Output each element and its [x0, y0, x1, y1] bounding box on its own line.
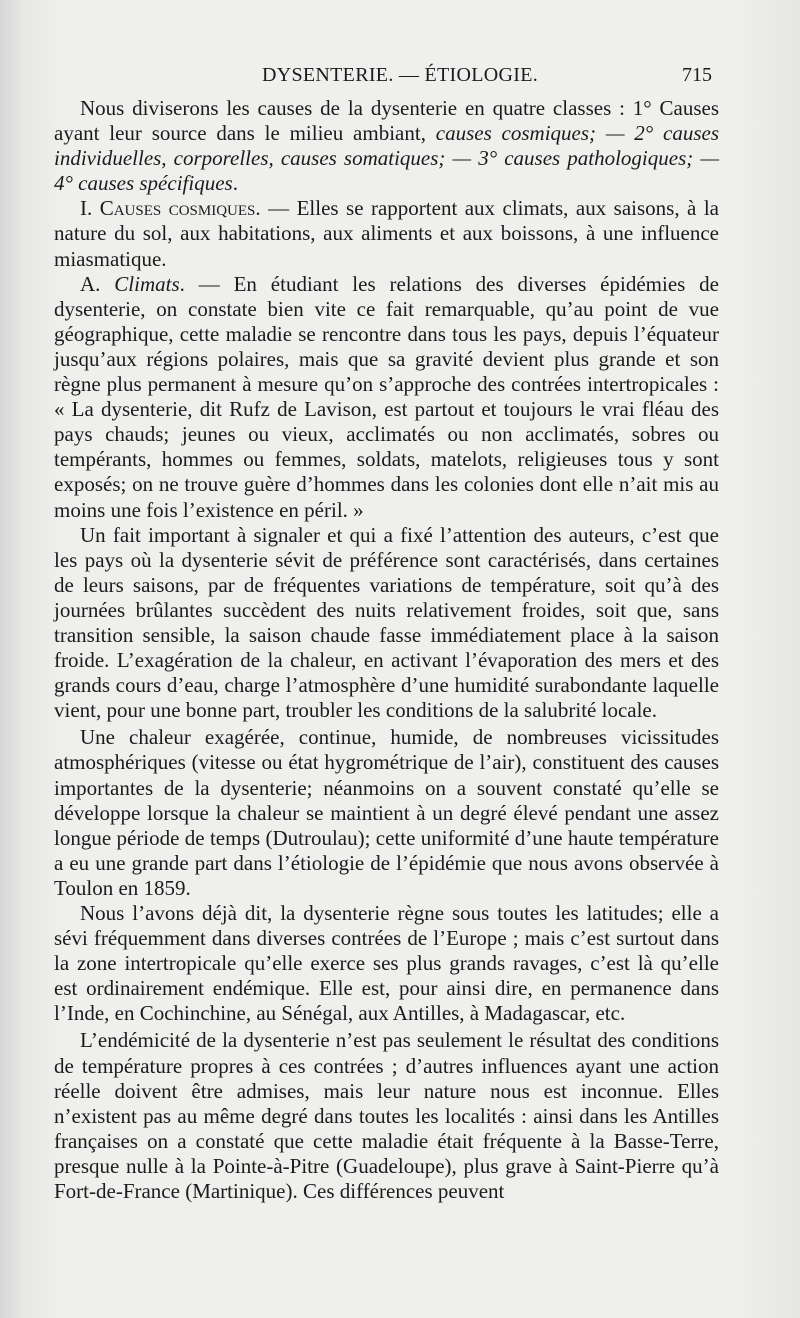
paragraph	[54, 196, 719, 271]
subsection-letter: A.	[80, 271, 115, 296]
paragraph-text: Nous diviserons les causes de la dysenterie en quatre classes : 1° Causes ayant leur source dans le milieu ambiant,	[54, 96, 719, 146]
paragraph: L’endémicité de la dysenterie n’est pas seulement le résultat des conditions de température propres à ces contrées ; d’autres influences ayant une action réelle doivent être admises, mais leur nature nous est inconnue. Elles n’existent pas au même degré dans toutes les localités : ainsi dans les Antilles françaises on a constaté que cette maladie était fréquente à la Basse-Terre, presque nulle à la Pointe-à-Pitre (Guadeloupe), plus grave à Saint-Pierre qu’à Fort-de-France (Martinique). Ces différences peuvent	[54, 1028, 719, 1204]
bleed-through-text	[60, 30, 740, 52]
subsection-heading: Climats	[114, 271, 180, 296]
body-text	[54, 96, 719, 1204]
paragraph-text: . — En étudiant les relations des diverses épidémies de dysenterie, on constate bien vite ce fait remarquable, qu’au point de vue géographique, cette maladie se rencontre dans tous les pays, depuis l’équateur jusqu’aux régions polaires, mais que sa gravité devient plus grande et son règne plus permanent à mesure qu’on s’approche des contrées intertropicales : « La dysenterie, dit Rufz de Lavison, est partout et toujours le vrai fléau des pays chauds; jeunes ou vieux, acclimatés ou non acclimatés, sobres ou tempérants, hommes ou femmes, soldats, matelots, religieuses tous y sont exposés; on ne trouve guère d’hommes dans les colonies dont elle n’ait mis au moins une fois l’existence en péril. »	[54, 271, 719, 522]
running-title: DYSENTERIE. — ÉTIOLOGIE.	[262, 64, 539, 86]
page-number: 715	[682, 64, 712, 86]
italic-text: causes cosmiques; — 2° causes individuelles, corporelles, causes somatiques; — 3° causes pathologiques; — 4° causes spécifiques	[54, 121, 719, 196]
paragraph-text: .	[232, 171, 238, 196]
paragraph: Une chaleur exagérée, continue, humide, de nombreuses vicissitudes atmosphériques (vitesse ou état hygrométrique de l’air), constituent des causes importantes de la dysenterie; néanmoins on a souvent constaté qu’elle se développe lorsque la chaleur se maintient à un degré élevé pendant une assez longue période de temps (Dutroulau); cette uniformité d’une haute température a eu une grande part dans l’étiologie de l’épidémie que nous avons observée à Toulon en 1859.	[54, 725, 719, 900]
paragraph-text: . — Elles se rapportent aux climats, aux saisons, à la nature du sol, aux habitations, aux aliments et aux boissons, à une influence miasmatique.	[54, 196, 719, 271]
section-heading: Causes cosmiques	[99, 196, 256, 221]
paragraph: Nous l’avons déjà dit, la dysenterie règne sous toutes les latitudes; elle a sévi fréquemment dans diverses contrées de l’Europe ; mais c’est surtout dans la zone intertropicale qu’elle exerce ses plus grands ravages, c’est là qu’elle est ordinairement endémique. Elle est, pour ainsi dire, en permanence dans l’Inde, en Cochinchine, au Sénégal, aux Antilles, à Madagascar, etc.	[54, 901, 719, 1026]
running-header	[0, 60, 800, 90]
paragraph: Un fait important à signaler et qui a fixé l’attention des auteurs, c’est que les pays où la dysenterie sévit de préférence sont caractérisés, dans certaines de leurs saisons, par de fréquentes variations de température, soit qu’à des journées brûlantes succèdent des nuits relativement froides, soit que, sans transition sensible, la saison chaude fasse immédiatement place à la saison froide. L’exagération de la chaleur, en activant l’évaporation des mers et des grands cours d’eau, charge l’atmosphère d’une humidité surabondante laquelle vient, pour une bonne part, troubler les conditions de la salubrité locale.	[54, 522, 719, 723]
paragraph	[54, 272, 719, 523]
section-number: I.	[80, 196, 100, 221]
paragraph	[54, 96, 719, 196]
